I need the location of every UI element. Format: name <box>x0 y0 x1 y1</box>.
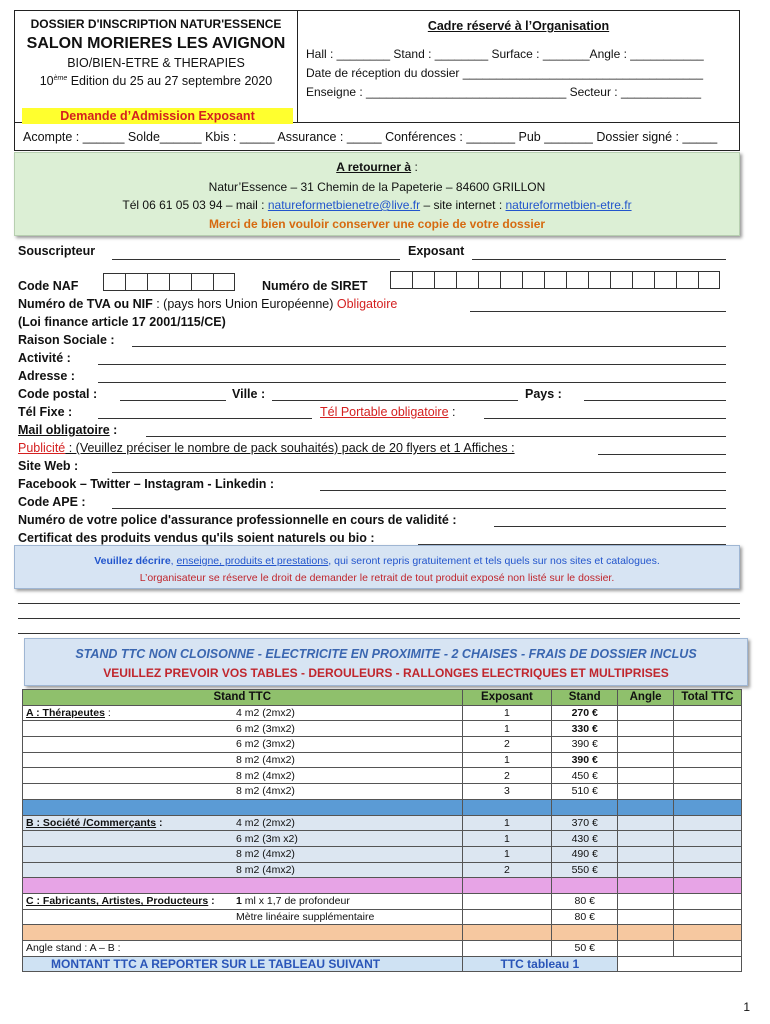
describe-items: enseigne, produits et prestations <box>176 555 329 567</box>
stand-price: 490 € <box>552 846 618 862</box>
pays-field[interactable] <box>584 400 726 401</box>
copy-note: Merci de bien vouloir conserver une copie de votre dossier <box>208 217 546 231</box>
stand-size: 6 m2 (3mx2) <box>236 738 295 751</box>
activite-field[interactable] <box>98 364 726 365</box>
angle-cell[interactable] <box>618 721 674 737</box>
event-info-box <box>14 10 298 123</box>
site-web-label: Site Web : <box>18 459 79 473</box>
total-label: MONTANT TTC A REPORTER SUR LE TABLEAU SUIVANT <box>23 956 463 972</box>
stand-ml-count: 1 <box>236 895 242 908</box>
angle-cell[interactable] <box>618 831 674 847</box>
total-table-label: TTC tableau 1 <box>462 956 618 972</box>
angle-price: 50 € <box>552 941 618 957</box>
stand-price: 330 € <box>552 721 618 737</box>
category-a-colon: : <box>104 707 111 720</box>
siret-boxes[interactable] <box>390 271 720 289</box>
page-number: 1 <box>743 1000 750 1014</box>
stand-desc-cell <box>23 721 463 737</box>
raison-sociale-field[interactable] <box>132 346 726 347</box>
edition-line <box>15 74 297 88</box>
publicite-line <box>18 441 515 455</box>
souscripteur-label: Souscripteur <box>18 244 96 258</box>
col-stand: Stand <box>552 690 618 706</box>
mail-field[interactable] <box>146 436 726 437</box>
col-stand-ttc: Stand TTC <box>23 690 463 706</box>
tel-portable-field[interactable] <box>484 418 726 419</box>
total-cell[interactable] <box>674 941 742 957</box>
publicite-label: Publicité <box>18 441 66 455</box>
description-line1 <box>15 555 739 567</box>
stand-size: 4 m2 (2mx2) <box>236 707 295 720</box>
return-title <box>15 160 739 174</box>
exposant-count: 2 <box>462 862 552 878</box>
exposant-count: 1 <box>462 721 552 737</box>
stand-price-table <box>22 689 742 972</box>
total-cell[interactable] <box>674 768 742 784</box>
total-cell[interactable] <box>674 705 742 721</box>
total-cell[interactable] <box>674 893 742 909</box>
loi-finance: (Loi finance article 17 2001/115/CE) <box>18 315 226 329</box>
stand-header-line2: VEUILLEZ PREVOIR VOS TABLES - DEROULEURS - RALLONGES ELECTRIQUES ET MULTIPRISES <box>103 666 669 680</box>
certificat-label: Certificat des produits vendus qu'ils soient naturels ou bio : <box>18 531 375 545</box>
stand-size: 8 m2 (4mx2) <box>236 785 295 798</box>
total-cell[interactable] <box>674 784 742 800</box>
stand-price: 270 € <box>552 705 618 721</box>
stand-size: 8 m2 (4mx2) <box>236 863 295 876</box>
stand-size: Mètre linéaire supplémentaire <box>236 910 375 923</box>
exposant-count: 2 <box>462 737 552 753</box>
stand-desc-cell <box>23 705 463 721</box>
adresse-field[interactable] <box>98 382 726 383</box>
police-field[interactable] <box>494 526 726 527</box>
angle-label: Angle stand : A – B : <box>23 941 463 957</box>
raison-sociale-label: Raison Sociale : <box>18 333 115 347</box>
stand-size: ml x 1,7 de profondeur <box>241 895 350 908</box>
org-row-date: Date de réception du dossier ____________________________________ <box>306 66 704 80</box>
total-value-cell[interactable] <box>618 956 742 972</box>
dossier-title: DOSSIER D'INSCRIPTION NATUR'ESSENCE <box>30 17 282 31</box>
salon-subtitle: BIO/BIEN-ETRE & THERAPIES <box>67 56 245 70</box>
adresse-label: Adresse : <box>18 369 75 383</box>
tel-portable-colon: : <box>448 405 456 419</box>
tel-portable-line <box>320 405 456 419</box>
separator-row <box>23 925 742 941</box>
tel-fixe-label: Tél Fixe : <box>18 405 73 419</box>
angle-cell[interactable] <box>618 768 674 784</box>
stand-size: 8 m2 (4mx2) <box>236 848 295 861</box>
angle-cell[interactable] <box>618 752 674 768</box>
siret-label: Numéro de SIRET <box>262 279 368 293</box>
tel-portable-label: Tél Portable obligatoire <box>320 405 449 419</box>
col-total: Total TTC <box>674 690 742 706</box>
stand-desc-cell <box>23 815 463 831</box>
stand-header-line1: STAND TTC NON CLOISONNE - ELECTRICITE EN PROXIMITE - 2 CHAISES - FRAIS DE DOSSIER INCLUS <box>75 647 697 661</box>
table-row <box>23 705 742 721</box>
stand-desc-cell <box>23 862 463 878</box>
separator-row <box>23 799 742 815</box>
separator-row <box>23 878 742 894</box>
total-row <box>23 956 742 972</box>
mail-label: Mail obligatoire <box>18 423 110 437</box>
describe-sep: , <box>170 555 177 567</box>
stand-desc-cell <box>23 846 463 862</box>
description-notice <box>14 545 740 589</box>
publicite-text: : (Veuillez préciser le nombre de pack souhaités) pack de 20 flyers et 1 Affiches : <box>65 441 515 455</box>
category-b-colon: : <box>156 816 163 829</box>
return-title-text: A retourner à <box>336 160 412 174</box>
activite-label: Activité : <box>18 351 71 365</box>
ape-field[interactable] <box>112 508 726 509</box>
exposant-count: 1 <box>462 831 552 847</box>
exposant-count: 1 <box>462 815 552 831</box>
stand-size: 8 m2 (4mx2) <box>236 769 295 782</box>
angle-cell[interactable] <box>618 815 674 831</box>
tva-field[interactable] <box>470 311 726 312</box>
exposant-count: 3 <box>462 784 552 800</box>
social-field[interactable] <box>320 490 726 491</box>
exposant-count <box>462 909 552 925</box>
police-label: Numéro de votre police d'assurance professionnelle en cours de validité : <box>18 513 457 527</box>
organisation-title: Cadre réservé à l’Organisation <box>427 19 610 33</box>
mail-colon: : <box>109 423 118 437</box>
total-cell[interactable] <box>674 815 742 831</box>
stand-price: 550 € <box>552 862 618 878</box>
ape-label: Code APE : <box>18 495 86 509</box>
table-row <box>23 893 742 909</box>
stand-price: 80 € <box>552 893 618 909</box>
angle-cell[interactable] <box>618 705 674 721</box>
tva-required: Obligatoire <box>336 297 398 311</box>
org-row-enseigne: Enseigne : ______________________________ Secteur : ____________ <box>306 85 702 99</box>
organisation-box <box>297 10 740 123</box>
table-row <box>23 721 742 737</box>
email-link[interactable]: natureformetbienetre@live.fr <box>267 198 421 212</box>
describe-text: Veuillez décrire <box>94 555 171 567</box>
table-row <box>23 862 742 878</box>
table-row <box>23 831 742 847</box>
exposant-field[interactable] <box>472 259 726 260</box>
category-a-label: A : Thérapeutes <box>26 707 105 720</box>
description-line-field-3[interactable] <box>18 633 740 634</box>
description-line2: L’organisateur se réserve le droit de demander le retrait de tout produit exposé non listé sur le dossier. <box>139 572 615 584</box>
stand-size: 8 m2 (4mx2) <box>236 754 295 767</box>
description-line-field-1[interactable] <box>18 603 740 604</box>
stand-price: 80 € <box>552 909 618 925</box>
contact-line <box>15 198 739 212</box>
pays-label: Pays : <box>525 387 562 401</box>
angle-cell[interactable] <box>618 862 674 878</box>
table-row <box>23 752 742 768</box>
stand-header-box <box>24 638 748 686</box>
edition-dates: Edition du 25 au 27 septembre 2020 <box>67 74 273 88</box>
stand-size: 6 m2 (3mx2) <box>236 722 295 735</box>
table-row <box>23 846 742 862</box>
angle-cell[interactable] <box>618 846 674 862</box>
website-link[interactable]: natureformetbien-etre.fr <box>505 198 632 212</box>
total-cell[interactable] <box>674 862 742 878</box>
angle-cell[interactable] <box>618 784 674 800</box>
stand-size: 4 m2 (2mx2) <box>236 816 295 829</box>
ville-label: Ville : <box>232 387 266 401</box>
category-b-label: B : Société /Commerçants <box>26 816 157 829</box>
demande-banner: Demande d’Admission Exposant <box>22 108 293 124</box>
angle-row <box>23 941 742 957</box>
salon-title: SALON MORIERES LES AVIGNON <box>26 35 286 52</box>
stand-desc-cell <box>23 893 463 909</box>
phone-text: Tél 06 61 05 03 94 – mail : <box>122 198 268 212</box>
exposant-count: 1 <box>462 846 552 862</box>
stand-desc-cell <box>23 768 463 784</box>
table-row <box>23 815 742 831</box>
tva-note: : (pays hors Union Européenne) <box>152 297 337 311</box>
exposant-count: 1 <box>462 752 552 768</box>
total-cell[interactable] <box>674 831 742 847</box>
table-row <box>23 784 742 800</box>
ville-field[interactable] <box>272 400 518 401</box>
angle-cell[interactable] <box>618 893 674 909</box>
return-address: Natur’Essence – 31 Chemin de la Papeterie – 84600 GRILLON <box>208 180 546 194</box>
edition-number: 10 <box>39 74 54 88</box>
category-c-label: C : Fabricants, Artistes, Producteurs <box>26 895 209 908</box>
total-cell[interactable] <box>674 752 742 768</box>
mail-line <box>18 423 117 437</box>
stand-price: 510 € <box>552 784 618 800</box>
exposant-count: 2 <box>462 768 552 784</box>
description-line-field-2[interactable] <box>18 618 740 619</box>
souscripteur-field[interactable] <box>112 259 400 260</box>
category-c-colon: : <box>208 895 215 908</box>
stand-desc-cell <box>23 831 463 847</box>
describe-rest: , qui seront repris gratuitement et tels quels sur nos sites et catalogues. <box>328 555 660 567</box>
edition-sup: ème <box>53 74 68 82</box>
stand-desc-cell <box>23 737 463 753</box>
code-naf-boxes[interactable] <box>103 273 235 291</box>
stand-desc-cell <box>23 909 463 925</box>
tva-label: Numéro de TVA ou NIF <box>18 297 153 311</box>
exposant-count: 1 <box>462 705 552 721</box>
col-angle: Angle <box>618 690 674 706</box>
total-cell[interactable] <box>674 909 742 925</box>
stand-price: 450 € <box>552 768 618 784</box>
tva-line <box>18 297 397 311</box>
stand-price: 390 € <box>552 752 618 768</box>
return-title-colon: : <box>411 160 418 174</box>
tel-fixe-field[interactable] <box>98 418 312 419</box>
angle-cell[interactable] <box>618 909 674 925</box>
exposant-label: Exposant <box>408 244 465 258</box>
site-web-field[interactable] <box>112 472 726 473</box>
code-postal-label: Code postal : <box>18 387 98 401</box>
social-label: Facebook – Twitter – Instagram - Linkedin : <box>18 477 275 491</box>
payment-row: Acompte : ______ Solde______ Kbis : _____ Assurance : _____ Conférences : _______ Pub _______ Dossier signé : _____ <box>14 123 740 151</box>
total-cell[interactable] <box>674 737 742 753</box>
angle-cell[interactable] <box>618 737 674 753</box>
exposant-count <box>462 893 552 909</box>
table-row <box>23 737 742 753</box>
total-cell[interactable] <box>674 721 742 737</box>
code-postal-field[interactable] <box>120 400 226 401</box>
table-row <box>23 768 742 784</box>
table-row <box>23 909 742 925</box>
stand-desc-cell <box>23 752 463 768</box>
col-exposant: Exposant <box>462 690 552 706</box>
total-cell[interactable] <box>674 846 742 862</box>
stand-size: 6 m2 (3m x2) <box>236 832 298 845</box>
stand-price: 390 € <box>552 737 618 753</box>
code-naf-label: Code NAF <box>18 279 79 293</box>
publicite-field[interactable] <box>598 454 726 455</box>
stand-price: 430 € <box>552 831 618 847</box>
stand-price: 370 € <box>552 815 618 831</box>
table-header-row <box>23 690 742 706</box>
angle-cell[interactable] <box>618 941 674 957</box>
stand-desc-cell <box>23 784 463 800</box>
return-address-box <box>14 152 740 236</box>
site-prefix: – site internet : <box>420 198 506 212</box>
org-row-hall: Hall : ________ Stand : ________ Surface : _______Angle : ___________ <box>306 47 704 61</box>
